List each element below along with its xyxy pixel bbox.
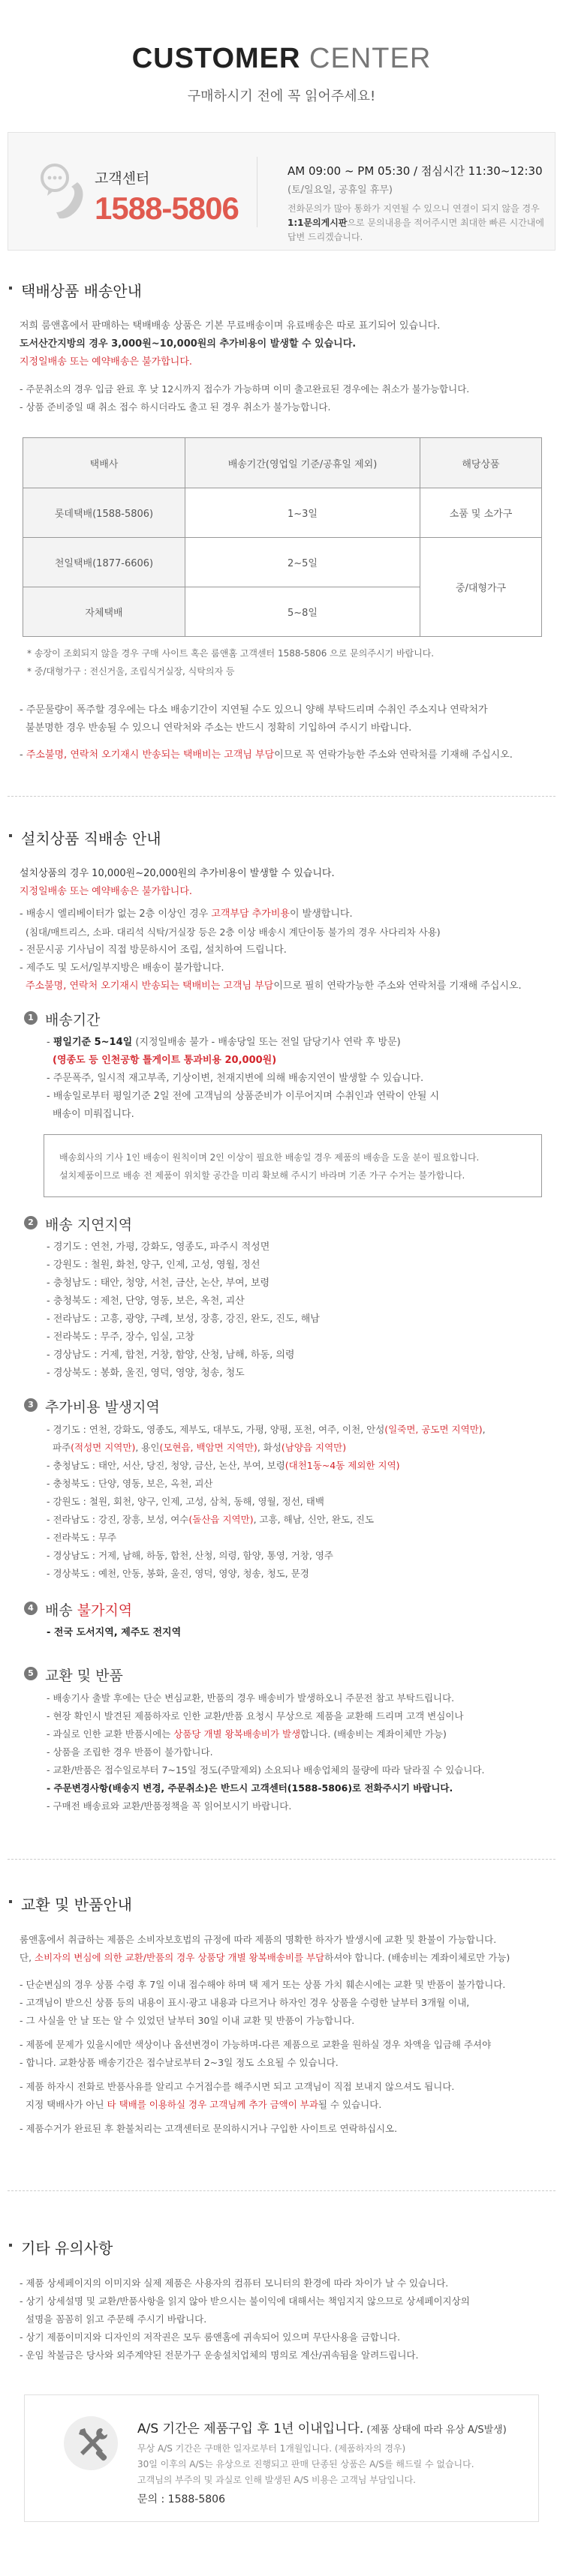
subsection-title: 2 배송 지연지역: [0, 1214, 563, 1234]
section-title: 교환 및 반품안내: [0, 1893, 563, 1914]
table-row: 롯데택배(1588-5806) 1~3일 소품 및 소가구: [23, 488, 542, 538]
list-item: - 경기도 : 연천, 가평, 강화도, 영종도, 파주시 적성면: [47, 1241, 270, 1253]
section-title: 택배상품 배송안내: [0, 279, 563, 301]
delay-region-list: [0, 1238, 563, 1383]
number-badge-icon: 2: [24, 1216, 38, 1229]
as-details: 무상 A/S 기간은 구매한 일자로부터 1개월입니다. (제품하자의 경우) 30일 이후의 A/S는 유상으로 진행되고 판매 단종된 상품은 A/S를 해드릴 수 없습니다. 고객님의 부주의 및 과실로 인해 발생된 A/S 비용은 고객님 부담입니다.: [137, 2443, 474, 2485]
etc-body: - 제품 상세페이지의 이미지와 실제 제품은 사용자의 컴퓨터 모니터의 환경에 따라 차이가 날 수 있습니다. - 상기 상세설명 및 교환/반품사항을 읽지 않아 받으시는 불이익에 대해서는 책임지지 않으므로 상세페이지상의 설명을 꼼꼼히 읽고 주문해 주시기 바랍니다. - 상기 제품이미지와 디자인의 저작권은 모두 룸앤홈에 귀속되어 있으며 무단사용을 금합니다. - 운임 착불금은 당사와 외주계약된 전문가구 운송설치업체의 명의로 계산/귀속됨을 알려드립니다.: [20, 2277, 470, 2361]
tools-icon: [64, 2416, 118, 2470]
list-item: - 경상북도 : 봉화, 울진, 영덕, 영양, 청송, 청도: [47, 1368, 245, 1379]
install-delivery-section: [0, 827, 563, 1815]
title-bold: CUSTOMER: [131, 43, 301, 74]
list-item: - 경상남도 : 거제, 남해, 하동, 합천, 산청, 의령, 함양, 통영, 거창, 영주: [47, 1550, 333, 1561]
carrier-table: [23, 437, 542, 637]
delivery-notice-box: 배송회사의 기사 1인 배송이 원칙이며 2인 이상이 필요한 배송일 경우 제품의 배송을 도울 분이 필요합니다. 설치제품이므로 배송 전 제품이 위치할 공간을 미리 확보해 주시기 바라며 기존 가구 수거는 불가합니다.: [44, 1134, 542, 1197]
table-header-row: [23, 438, 542, 488]
parcel-delay-notes: - 주문물량이 폭주할 경우에는 다소 배송기간이 지연될 수도 있으니 양해 부탁드리며 수취인 주소지나 연락처가 불분명한 경우 반송될 수 있으니 연락처와 주소는 반드시 정확히 기입하여 주시기 바랍니다. - 주소불명, 연락처 오기재시 반송되는 택배비는 고객님 부담이므로 꼭 연락가능한 주소와 연락처를 기재해 주십시오.: [20, 704, 513, 761]
list-item: - 경상남도 : 거제, 합천, 거창, 함양, 산청, 남해, 하동, 의령: [47, 1350, 295, 1361]
table-row: 자체택배 5~8일: [23, 587, 542, 637]
install-exchange-body: - 배송기사 출발 후에는 단순 변심교환, 반품의 경우 배송비가 발생하오니 주문전 참고 부탁드립니다. - 현장 확인시 발견된 제품하자로 인한 교환/반품 요청시 무상으로 제품을 교환해 드리며 고객 변심이나 - 과실로 인한 교환 반품시에는 상품당 개별 왕복배송비가 발생합니다. (배송비는 계좌이체만 가능) - 상품을 조립한 경우 반품이 불가합니다. - 교환/반품은 접수일로부터 7~15일 정도(주말제외) 소요되나 배송업체의 물량에 따라 달라질 수 있습니다. - 주문변경사항(배송지 변경, 주문취소)은 반드시 고객센터(1588-5806)로 전화주시기 바랍니다. - 구매전 배송료와 교환/반품정책을 꼭 읽어보시기 바랍니다.: [47, 1692, 485, 1812]
col-period: 배송기간(영업일 기준/공휴일 제외): [185, 438, 420, 488]
as-text: [137, 2418, 507, 2506]
no-delivery-region: - 전국 도서지역, 제주도 전지역: [47, 1627, 182, 1638]
exchange-return-section: [0, 1893, 563, 2138]
list-item: - 전라남도 : 고흥, 광양, 구례, 보성, 장흥, 강진, 완도, 진도, 해남: [47, 1314, 320, 1325]
list-item: - 전라북도 : 무주: [47, 1532, 117, 1543]
parcel-intro: 저희 룸앤홈에서 판매하는 택배배송 상품은 기본 무료배송이며 유료배송은 따로 표기되어 있습니다. 도서산간지방의 경우 3,000원~10,000원의 추가비용이 발생할 수 있습니다. 지정일배송 또는 예약배송은 불가합니다. - 주문취소의 경우 입금 완료 후 낮 12시까지 접수가 가능하며 이미 출고완료된 경우에는 취소가 불가능합니다. - 상품 준비중일 때 취소 접수 하시더라도 출고 된 경우 취소가 불가능합니다.: [20, 320, 470, 413]
list-item: 파주(적성면 지역만), 용인(모현읍, 백암면 지역만), 화성(남양읍 지역만): [53, 1442, 347, 1453]
qna-board-link[interactable]: 1:1문의게시판: [288, 218, 348, 228]
list-item: - 충청북도 : 제천, 단양, 영동, 보은, 옥천, 괴산: [47, 1296, 245, 1307]
section-title: 기타 유의사항: [0, 2236, 563, 2258]
list-item: - 충청남도 : 태안, 청양, 서천, 금산, 논산, 부여, 보령: [47, 1277, 270, 1289]
subsection-title: 4 배송 불가지역: [0, 1599, 563, 1620]
as-info-box: [24, 2394, 539, 2522]
list-item: - 전라북도 : 무주, 장수, 임실, 고창: [47, 1332, 194, 1343]
page-title: [0, 42, 563, 75]
customer-center-hours: [288, 163, 550, 245]
number-badge-icon: 1: [24, 1011, 38, 1025]
customer-center-info: [95, 167, 239, 227]
as-contact: 문의 : 1588-5806: [137, 2493, 225, 2505]
exchange-body: 룸앤홈에서 취급하는 제품은 소비자보호법의 규정에 따라 제품의 명확한 하자가 발생시에 교환 및 환불이 가능합니다. 단, 소비자의 변심에 의한 교환/반품의 경우 상품당 개별 왕복배송비를 부담하셔야 합니다. (배송비는 계좌이체로만 가능) - 단순변심의 경우 상품 수령 후 7일 이내 접수해야 하며 택 제거 또는 상품 가치 훼손시에는 교환 및 반품이 불가합니다. - 고객님이 받으신 상품 등의 내용이 표시·광고 내용과 다르거나 하자인 경우 상품을 수령한 날부터 3개월 이내, - 그 사실을 안 날 또는 알 수 있었던 날부터 30일 이내 교환 및 반품이 가능합니다. - 제품에 문제가 있을시에만 색상이나 옵션변경이 가능하며-다른 제품으로 교환을 원하실 경우 차액을 입금해 주셔야 - 합니다. 교환상품 배송기간은 접수날로부터 2~3일 정도 소요될 수 있습니다. - 제품 하자시 전화로 반품사유를 알리고 수거접수를 해주시면 되고 고객님이 직접 보내지 않으셔도 됩니다. 지정 택배사가 아닌 타 택배를 이용하실 경우 고객님께 추가 금액이 부과될 수 있습니다. - 제품수거가 완료된 후 환불처리는 고객센터로 문의하시거나 구입한 사이트로 연락하십시오.: [20, 1934, 510, 2134]
subsection-title: 5 교환 및 반품: [0, 1665, 563, 1685]
phone-chat-icon: [38, 161, 86, 221]
list-item: - 경상북도 : 예천, 안동, 봉화, 울진, 영덕, 영양, 청송, 청도, 문경: [47, 1568, 309, 1579]
subsection-title: 3 추가비용 발생지역: [0, 1396, 563, 1416]
list-item: - 강원도 : 철원, 화천, 양구, 인제, 고성, 영월, 정선: [47, 1259, 260, 1271]
table-notes: * 송장이 조회되지 않을 경우 구매 사이트 혹은 룸앤홈 고객센터 1588-5806 으로 문의주시기 바랍니다. * 중/대형가구 : 전신거울, 조립식거실장, 식탁의자 등: [27, 648, 435, 677]
number-badge-icon: 3: [24, 1398, 38, 1412]
section-divider: [8, 1859, 555, 1860]
number-badge-icon: 4: [24, 1602, 38, 1615]
customer-center-label: 고객센터: [95, 170, 150, 187]
install-intro: 설치상품의 경우 10,000원~20,000원의 추가비용이 발생할 수 있습니다. 지정일배송 또는 예약배송은 불가합니다. - 배송시 엘리베이터가 없는 2층 이상인 경우 고객부담 추가비용이 발생합니다. (침대/매트리스, 소파. 대리석 식탁/거실장 등은 2층 이상 배송시 계단이동 불가의 경우 사다리차 사용) - 전문시공 기사님이 직접 방문하시어 조립, 설치하여 드립니다. - 제주도 및 도서/일부지방은 배송이 불가합니다. 주소불명, 연락처 오기재시 반송되는 택배비는 고객님 부담이므로 필히 연락가능한 주소와 연락처를 기재해 주십시오.: [20, 868, 522, 992]
list-item: - 충청남도 : 태안, 서산, 당진, 청양, 금산, 논산, 부여, 보령(대천1동~4동 제외한 지역): [47, 1460, 400, 1471]
contact-note: 전화문의가 많아 통화가 지연될 수 있으니 연결이 되지 않을 경우 1:1문의게시판으로 문의내용을 적어주시면 최대한 빠른 시간내에 답변 드리겠습니다.: [288, 203, 544, 242]
section-title: 설치상품 직배송 안내: [0, 827, 563, 848]
number-badge-icon: 5: [24, 1667, 38, 1680]
parcel-delivery-section: [0, 279, 563, 764]
section-divider: [8, 2190, 555, 2191]
delivery-period-body: - 평일기준 5~14일 (지정일배송 불가 - 배송당일 또는 전일 담당기사 연락 후 방문) (영종도 등 인천공항 톨게이트 통과비용 20,000원) - 주문폭주, 일시적 재고부족, 기상이변, 천재지변에 의해 배송지연이 발생할 수 있습니다. - 배송일로부터 평일기준 2일 전에 고객님의 상품준비가 이루어지며 수취인과 연락이 안될 시 배송이 미뤄집니다.: [47, 1037, 440, 1120]
as-title: A/S 기간은 제품구입 후 1년 이내입니다. (제품 상태에 따라 유상 A/S발생): [137, 2421, 507, 2436]
subsection-title: 1 배송기간: [0, 1009, 563, 1029]
title-light: CENTER: [309, 43, 432, 74]
page-header: [0, 0, 563, 105]
business-hours: AM 09:00 ~ PM 05:30 / 점심시간 11:30~12:30: [288, 164, 543, 178]
holiday-note: (토/일요일, 공휴일 휴무): [288, 185, 393, 196]
list-item: - 충청북도 : 단양, 영동, 보은, 옥천, 괴산: [47, 1478, 213, 1489]
list-item: - 전라남도 : 강진, 장흥, 보성, 여수(돌산읍 지역만), 고흥, 해남, 신안, 완도, 진도: [47, 1514, 375, 1525]
col-product: 해당상품: [420, 438, 542, 488]
customer-center-phone[interactable]: 1588-5806: [95, 191, 239, 226]
etc-notes-section: [0, 2236, 563, 2364]
list-item: - 강원도 : 철원, 회천, 양구, 인제, 고성, 삼척, 동해, 영월, 정선, 태백: [47, 1496, 324, 1507]
section-divider: [8, 796, 555, 797]
table-row: 천일택배(1877-6606) 2~5일 중/대형가구: [23, 538, 542, 587]
extra-cost-region-list: [0, 1421, 563, 1583]
list-item: - 경기도 : 연천, 강화도, 영종도, 제부도, 대부도, 가평, 양평, 포천, 여주, 이천, 안성(일죽면, 공도면 지역만),: [47, 1424, 486, 1435]
page-subtitle: 구매하시기 전에 꼭 읽어주세요!: [187, 89, 376, 104]
col-carrier: 택배사: [23, 438, 185, 488]
customer-center-box: [8, 132, 555, 251]
